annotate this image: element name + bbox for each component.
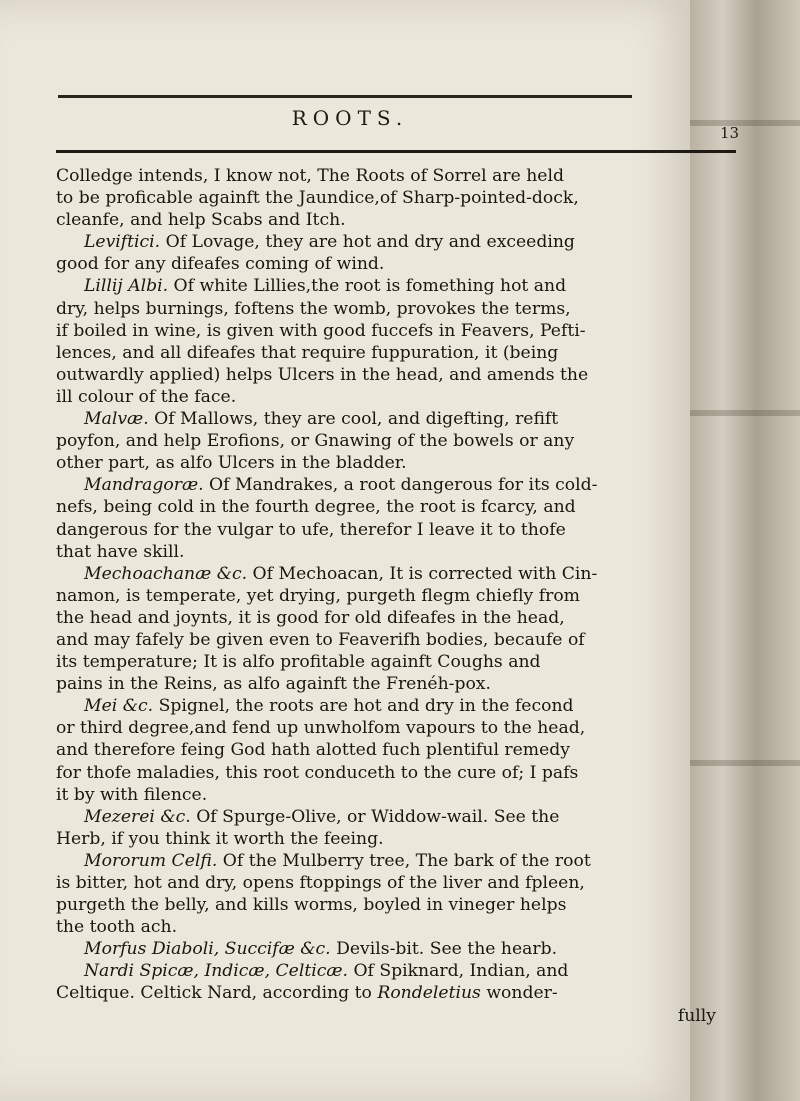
text-line [56,607,746,629]
line-text: Colledge intends, I know not, The Roots of Sorrel are held [56,166,564,186]
line-text: it by with filence. [56,784,208,805]
latin-term: Lillij Albi. [84,276,169,297]
running-header [0,88,740,160]
text-line [56,275,746,297]
catchword: fully [677,1005,716,1026]
line-text: Of Mandrakes, a root dangerous for its cold- [203,475,598,496]
header-rule-top [58,95,632,98]
line-text: is bitter, hot and dry, opens ftoppings of the liver and fpleen, [56,873,585,893]
text-line [56,585,746,607]
line-text: and therefore feing God hath alotted fuch plentiful remedy [56,740,570,761]
latin-term: Mei &c. [84,696,154,717]
text-line [56,673,746,695]
line-text: namon, is temperate, yet drying, purgeth flegm chiefly from [56,585,580,606]
line-text: ill colour of the face. [56,386,237,407]
line-text: Of Spiknard, Indian, and [347,961,569,982]
text-line [56,850,746,872]
latin-term: Mandragoræ. [84,475,204,496]
text-line [56,651,746,673]
line-text: pains in the Reins, as alfo againft the Frenéh-pox. [56,674,491,695]
text-line [56,872,746,894]
text-line [56,828,746,850]
line-text: Devils-bit. See the hearb. [330,939,558,960]
latin-term: Mororum Celfi. [84,850,218,871]
text-line [56,231,746,253]
page-number: 13 [720,124,740,142]
line-text: the tooth ach. [56,917,178,938]
line-text: Of Mechoacan, It is corrected with Cin- [247,563,598,584]
text-line [56,784,746,806]
line-text: to be proficable againft the Jaundice,of Sharp-pointed-dock, [56,188,579,209]
text-line [56,762,746,784]
line-text: if boiled in wine, is given with good fuccefs in Feavers, Pefti- [56,320,586,341]
latin-term: Morfus Diaboli, Succifæ &c. [84,939,331,960]
line-text: cleanfe, and help Scabs and Itch. [56,210,346,231]
line-text: poyfon, and help Erofions, or Gnawing of the bowels or any [56,431,575,452]
line-text: outwardly applied) helps Ulcers in the head, and amends the [56,364,589,385]
text-line [56,717,746,739]
latin-term: Nardi Spicæ, Indicæ, Celticæ. [84,961,348,982]
line-text: that have skill. [56,541,185,562]
body-text [56,165,746,1027]
line-text: its temperature; It is alfo profitable againft Coughs and [56,652,541,673]
line-text: Celtique. Celtick Nard, according to [56,983,378,1004]
line-text: for thofe maladies, this root conduceth to the cure of; I pafs [56,762,579,783]
line-text: Of Lovage, they are hot and dry and exceeding [160,232,575,253]
line-text: Herb, if you think it worth the feeing. [56,828,384,849]
line-text: other part, as alfo Ulcers in the bladder. [56,453,407,474]
latin-term: Leviftici. [84,232,161,253]
text-line [56,695,746,717]
line-text: Of Spurge-Olive, or Widdow-wail. See the [190,806,560,827]
text-line [56,165,746,187]
text-line [56,474,746,496]
text-line [56,894,746,916]
text-line [56,320,746,342]
text-line [56,629,746,651]
text-line [56,541,746,563]
line-text: and may fafely be given even to Feaverifh bodies, becaufe of [56,629,585,650]
line-text: the head and joynts, it is good for old difeafes in the head, [56,607,565,628]
line-text: Of the Mulberry tree, The bark of the root [217,850,591,871]
text-line [56,739,746,761]
line-text: Of Mallows, they are cool, and digefting, refift [148,409,559,430]
line-text: purgeth the belly, and kills worms, boyled in vineger helps [56,895,567,916]
text-line [56,408,746,430]
text-line [56,563,746,585]
text-line [56,496,746,518]
latin-term: Mechoachanæ &c. [84,563,248,584]
page-title: ROOTS. [291,106,409,130]
line-text: Of white Lillies,the root is fomething hot and [168,276,567,297]
header-rule-bottom [56,150,736,153]
line-text: Spignel, the roots are hot and dry in the fecond [153,696,574,717]
line-text: wonder- [480,983,558,1004]
text-line [56,342,746,364]
latin-term: Malvæ. [84,409,149,430]
text-line [56,960,746,982]
text-line [56,452,746,474]
latin-term: Rondeletius [377,983,481,1004]
text-line [56,298,746,320]
text-line [56,364,746,386]
text-line [56,938,746,960]
text-line [56,386,746,408]
text-line [56,519,746,541]
line-text: or third degree,and fend up unwholfom vapours to the head, [56,718,586,739]
line-text: lences, and all difeafes that require fuppuration, it (being [56,342,559,363]
latin-term: Mezerei &c. [84,806,191,827]
text-line [56,209,746,231]
text-line [56,187,746,209]
text-line [56,806,746,828]
text-line [56,253,746,275]
text-line [56,916,746,938]
line-text: nefs, being cold in the fourth degree, the root is fcarcy, and [56,497,576,518]
text-line [56,982,746,1004]
text-line [56,430,746,452]
line-text: dry, helps burnings, foftens the womb, provokes the terms, [56,298,571,319]
line-text: dangerous for the vulgar to ufe, therefor I leave it to thofe [56,519,566,540]
line-text: good for any difeafes coming of wind. [56,254,385,275]
